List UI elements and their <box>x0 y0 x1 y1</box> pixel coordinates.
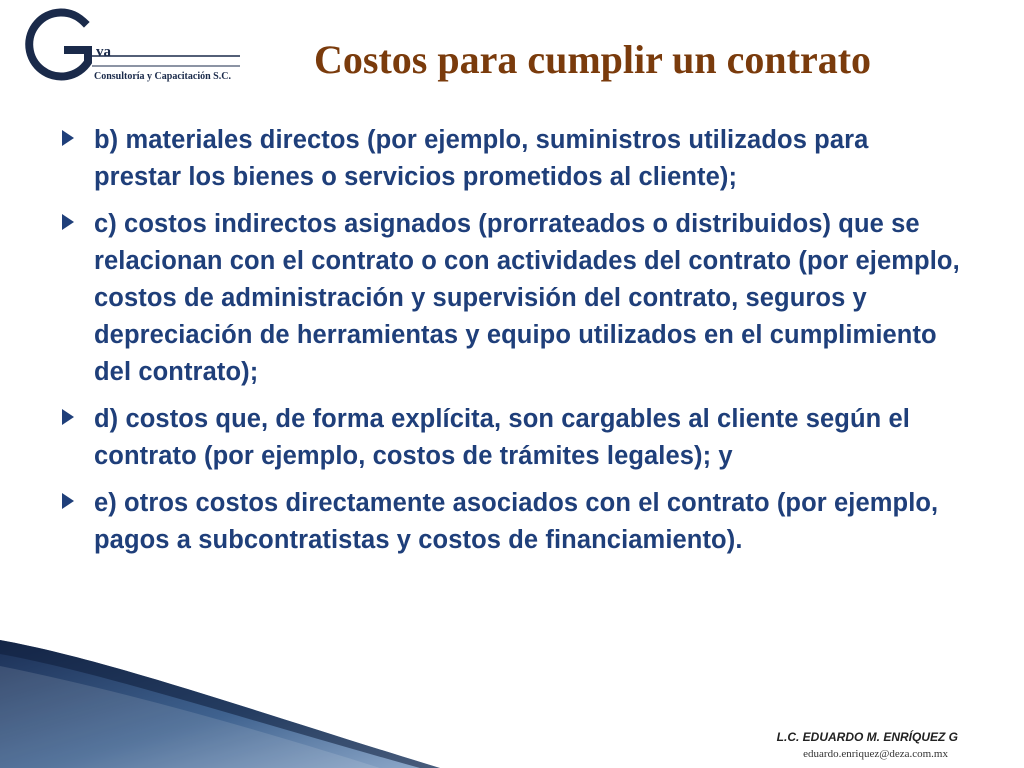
footer-author-name: L.C. EDUARDO M. ENRÍQUEZ G <box>776 730 958 744</box>
list-item-text: c) costos indirectos asignados (prorrateados o distribuidos) que se relacionan con el contrato o con actividades del contrato (por ejemplo, costos de administración y supervisión del contrato, seguros y depreciación de herramientas y equipo utilizados en el cumplimiento del contrato); <box>94 210 960 386</box>
company-logo <box>18 8 258 88</box>
triangle-bullet-icon <box>62 130 74 146</box>
triangle-bullet-icon <box>62 214 74 230</box>
footer-email: eduardo.enriquez@deza.com.mx <box>803 748 948 760</box>
logo-subtitle: Consultoría y Capacitación S.C. <box>94 71 231 82</box>
list-item-text: d) costos que, de forma explícita, son cargables al cliente según el contrato (por ejemplo, costos de trámites legales); y <box>94 405 910 470</box>
triangle-bullet-icon <box>62 409 74 425</box>
decorative-swoosh <box>0 630 440 768</box>
list-item <box>62 206 962 391</box>
list-item <box>62 485 962 559</box>
bullet-list <box>62 122 962 569</box>
slide-title: Costos para cumplir un contrato <box>314 37 872 82</box>
logo-mark-text: va <box>96 44 111 60</box>
list-item-text: e) otros costos directamente asociados con el contrato (por ejemplo, pagos a subcontratistas y costos de financiamiento). <box>94 489 939 554</box>
list-item <box>62 122 962 196</box>
triangle-bullet-icon <box>62 493 74 509</box>
list-item-text: b) materiales directos (por ejemplo, suministros utilizados para prestar los bienes o servicios prometidos al cliente); <box>94 126 869 191</box>
list-item <box>62 401 962 475</box>
